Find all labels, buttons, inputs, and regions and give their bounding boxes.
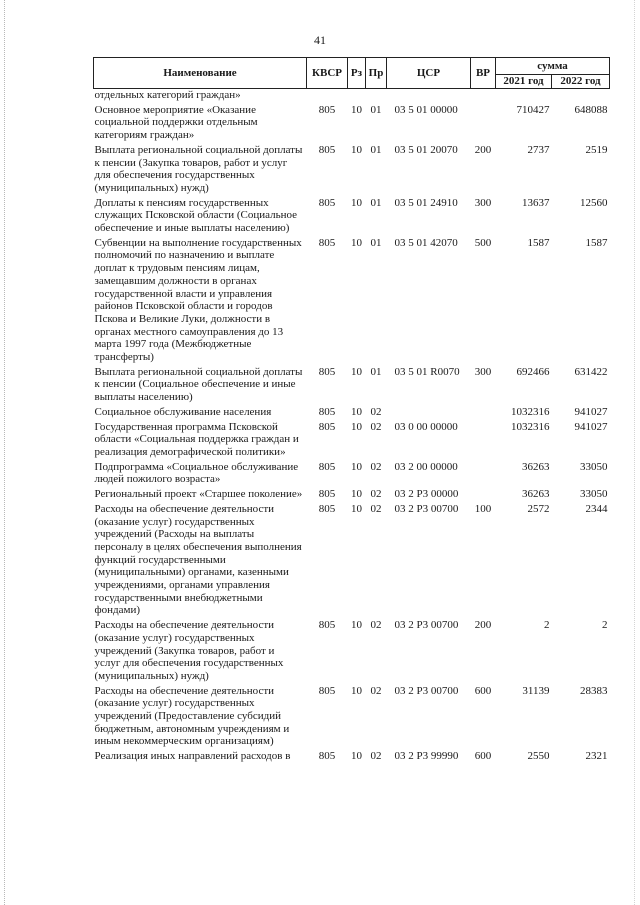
page-number: 41 [314,33,326,47]
row-rz: 10 [351,750,362,763]
row-rz: 10 [351,502,362,515]
row-name: Расходы на обеспечение деятельности (оказание услуг) государственных учреждений (Предоставление субсидий бюджетным, автономным учреждениям и иным некоммерческим организациям) [94,684,290,748]
row-kvsr [307,89,348,104]
row-csr: 03 5 01 20070 [394,143,458,156]
row-name: Государственная программа Псковской области «Социальная поддержка граждан и реализация демографической политики» [94,420,299,458]
row-name: отдельных категорий граждан» [94,89,241,101]
row-vr [471,461,496,488]
row-sum-2022: 2321 [585,750,608,763]
row-csr: 03 2 P3 00700 [394,502,459,515]
table-body [94,89,610,765]
row-pr: 02 [370,684,382,697]
row-kvsr: 805 [318,143,336,156]
row-kvsr: 805 [318,750,336,763]
row-kvsr: 805 [318,236,336,249]
row-csr: 03 2 P3 00000 [394,488,459,501]
row-name: Социальное обслуживание населения [94,405,272,418]
table-row [94,461,610,488]
row-csr: 03 2 P3 00700 [394,619,459,632]
row-name: Субвенции на выполнение государственных полномочий по назначению и выплате доплат к трудовым пенсиям лицам, замещавшим должности в органах государственной власти и управления районов Псковской области и городов Пскова и Великие Луки, должности в органах местного самоуправления до 13 марта 1997 года (Межбюджетные трансферты) [94,236,302,364]
header-kvsr: КВСР [307,58,348,89]
row-kvsr: 805 [318,196,336,209]
row-kvsr: 805 [318,460,336,473]
row-pr: 02 [370,405,382,418]
row-sum-2021: 31139 [522,684,550,697]
row-sum-2021: 710427 [516,103,550,116]
row-sum-2021: 2 [544,619,550,632]
row-vr [471,89,496,104]
row-pr: 02 [370,460,382,473]
header-vr: ВР [471,58,496,89]
row-sum-2021: 36263 [522,460,550,473]
row-sum-2022: 2 [602,619,608,632]
header-rz: Рз [348,58,366,89]
row-sum-2021: 13637 [522,196,550,209]
row-sum-2021: 2572 [527,502,550,515]
row-rz: 10 [351,103,362,116]
row-vr: 600 [474,684,492,697]
row-kvsr: 805 [318,420,336,433]
row-vr: 500 [474,236,492,249]
row-sum-2022 [552,89,610,104]
row-csr [387,406,471,421]
row-rz: 10 [351,236,362,249]
row-sum-2021: 1032316 [511,405,550,418]
row-sum-2021: 2737 [527,143,550,156]
table-row [94,750,610,765]
row-name: Реализация иных направлений расходов в [94,750,291,763]
row-csr: 03 5 01 00000 [394,103,458,116]
row-rz: 10 [351,460,362,473]
row-sum-2021: 1032316 [511,420,550,433]
table-row [94,619,610,685]
row-rz: 10 [351,196,362,209]
row-pr: 01 [370,365,382,378]
row-rz: 10 [351,420,362,433]
row-pr: 01 [370,196,382,209]
scan-edge-left [4,0,5,905]
row-sum-2021: 1587 [527,236,550,249]
table-row [94,421,610,461]
row-csr: 03 2 P3 00700 [394,684,459,697]
row-csr: 03 5 01 42070 [394,236,458,249]
row-sum-2022: 941027 [574,405,608,418]
row-kvsr: 805 [318,619,336,632]
row-csr: 03 0 00 00000 [394,420,458,433]
row-sum-2022: 2519 [585,143,608,156]
row-csr [387,89,471,104]
table-row [94,503,610,619]
row-rz: 10 [351,619,362,632]
row-csr: 03 5 01 24910 [394,196,458,209]
row-vr: 300 [474,196,492,209]
table-row [94,366,610,406]
row-sum-2022: 941027 [574,420,608,433]
row-vr: 600 [474,750,492,763]
row-sum-2022: 33050 [580,488,608,501]
header-pr: Пр [366,58,387,89]
scan-edge-right [634,0,635,905]
table-row [94,237,610,366]
row-name: Доплаты к пенсиям государственных служащих Псковской области (Социальное обеспечение и иные выплаты населению) [94,196,298,235]
row-vr: 200 [474,143,492,156]
row-csr: 03 2 P3 99990 [394,750,459,763]
row-rz [348,89,366,104]
row-kvsr: 805 [318,365,336,378]
row-sum-2022: 631422 [574,365,608,378]
row-vr: 100 [474,502,492,515]
row-sum-2022: 2344 [585,502,608,515]
table-row [94,144,610,197]
row-rz: 10 [351,143,362,156]
table-row [94,89,610,104]
table-row [94,104,610,144]
row-rz: 10 [351,405,362,418]
budget-table [93,57,610,765]
table-row [94,685,610,751]
row-pr: 01 [370,103,382,116]
header-name: Наименование [94,58,307,89]
table-row [94,197,610,237]
row-vr [471,406,496,421]
row-name: Выплата региональной социальной доплаты к пенсии (Социальное обеспечение и иные выплаты населению) [94,365,303,404]
row-name: Расходы на обеспечение деятельности (оказание услуг) государственных учреждений (Расходы на выплаты персоналу в целях обеспечения выполнения функций государственными (муниципальными) органами, казенными учреждениями, органами управления государственными внебюджетными фондами) [94,502,302,617]
row-sum-2022: 33050 [580,460,608,473]
row-kvsr: 805 [318,103,336,116]
header-year-2021: 2021 год [496,75,552,89]
row-sum-2022: 648088 [574,103,608,116]
row-sum-2021 [496,89,552,104]
row-vr [471,104,496,144]
row-name: Расходы на обеспечение деятельности (оказание услуг) государственных учреждений (Закупка товаров, работ и услуг для обеспечения государственных (муниципальных) нужд) [94,619,284,682]
table-row [94,488,610,503]
row-kvsr: 805 [318,502,336,515]
row-vr: 300 [474,365,492,378]
row-vr: 200 [474,619,492,632]
table-row [94,406,610,421]
row-name: Подпрограмма «Социальное обслуживание людей пожилого возраста» [94,460,299,486]
row-pr [366,89,387,104]
row-rz: 10 [351,684,362,697]
row-pr: 02 [370,420,382,433]
row-name: Выплата региональной социальной доплаты к пенсии (Закупка товаров, работ и услуг для обеспечения государственных (муниципальных) нужд) [94,143,303,194]
row-pr: 02 [370,750,382,763]
row-kvsr: 805 [318,684,336,697]
row-sum-2022: 1587 [585,236,608,249]
row-kvsr: 805 [318,405,336,418]
row-sum-2022: 28383 [580,684,608,697]
row-csr: 03 5 01 R0070 [394,365,460,378]
row-pr: 01 [370,143,382,156]
header-sum: сумма [496,58,610,75]
row-name: Региональный проект «Старшее поколение» [94,488,303,501]
row-vr [471,421,496,461]
row-vr [471,488,496,503]
row-sum-2022: 12560 [580,196,608,209]
header-csr: ЦСР [387,58,471,89]
row-pr: 02 [370,488,382,501]
header-year-2022: 2022 год [552,75,610,89]
row-sum-2021: 36263 [522,488,550,501]
row-kvsr: 805 [318,488,336,501]
row-name: Основное мероприятие «Оказание социальной поддержки отдельным категориям граждан» [94,103,258,142]
row-sum-2021: 692466 [516,365,550,378]
table-header [94,58,610,89]
row-rz: 10 [351,488,362,501]
row-pr: 02 [370,502,382,515]
row-pr: 01 [370,236,382,249]
row-rz: 10 [351,365,362,378]
row-csr: 03 2 00 00000 [394,460,458,473]
row-sum-2021: 2550 [527,750,550,763]
row-pr: 02 [370,619,382,632]
